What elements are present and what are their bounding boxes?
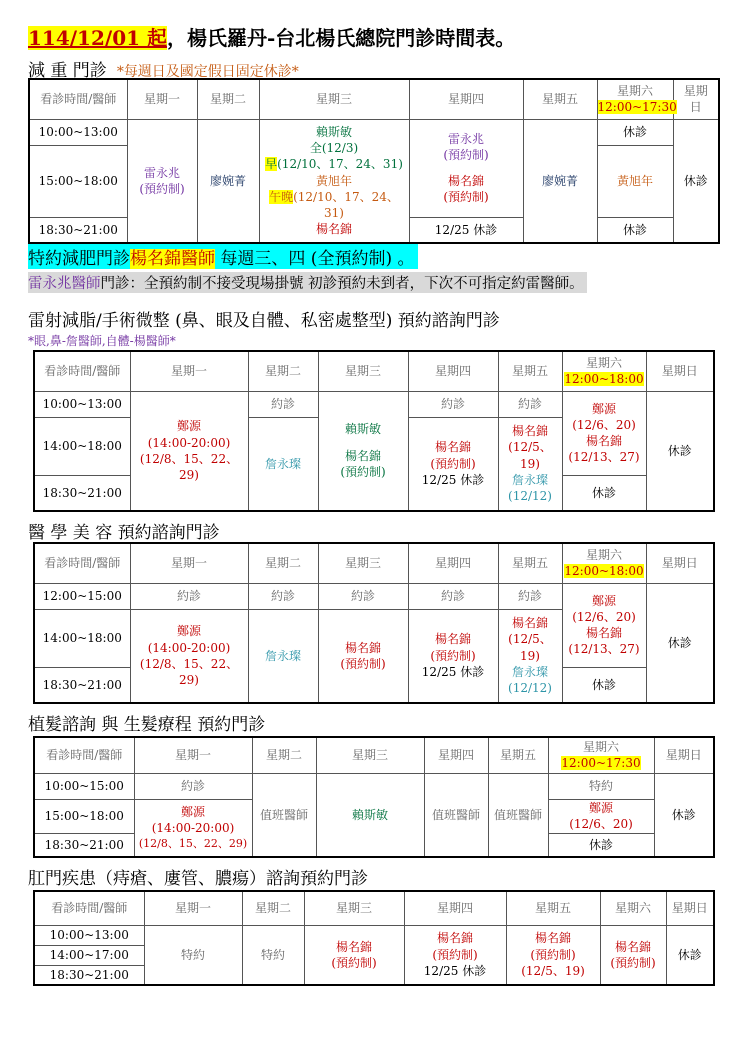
header-mon: 星期一 — [130, 351, 248, 391]
header-mon: 星期一 — [127, 79, 197, 119]
wed-cell: 楊名錦 (預約制) — [318, 609, 408, 703]
special-clinic-banner: 特約減肥門診楊名錦醫師 每週三、四 (全預約制) 。 — [28, 244, 418, 269]
time-slot: 15:00~18:00 — [29, 145, 127, 217]
tue-cell: 約診 — [248, 583, 318, 609]
thu-cell: 值班醫師 — [424, 773, 488, 857]
fri-cell: 楊名錦 (12/5、19) 詹永璨 (12/12) — [498, 609, 562, 703]
header-wed: 星期三 — [318, 351, 408, 391]
section-hair-heading: 植髮諮詢 與 生髮療程 預約門診 — [28, 715, 266, 735]
tue-cell: 廖婉菁 — [197, 119, 259, 243]
time-slot: 18:30~21:00 — [34, 667, 130, 703]
sat-cell: 鄭源 (12/6、20) — [548, 799, 654, 833]
time-slot: 18:30~21:00 — [29, 217, 127, 243]
thu-cell: 楊名錦 (預約制) 12/25 休診 — [408, 609, 498, 703]
header-sat: 星期六 12:00~17:30 — [597, 79, 673, 119]
header-corner: 看診時間/醫師 — [34, 737, 134, 773]
closure-note: *每週日及國定假日固定休診* — [116, 64, 299, 80]
time-slot: 15:00~18:00 — [34, 799, 134, 833]
section-aesthetic-heading: 醫 學 美 容 預約諮詢門診 — [28, 523, 220, 543]
time-slot: 14:00~18:00 — [34, 609, 130, 667]
sun-cell: 休診 — [666, 925, 714, 985]
sat-cell: 休診 — [562, 667, 646, 703]
header-thu: 星期四 — [408, 351, 498, 391]
fri-cell: 楊名錦 (預約制) (12/5、19) — [506, 925, 600, 985]
wed-cell: 楊名錦 (預約制) — [304, 925, 404, 985]
fri-cell: 約診 — [498, 583, 562, 609]
thu-cell: 楊名錦 (預約制) 12/25 休診 — [408, 417, 498, 511]
mon-cell: 約診 — [134, 773, 252, 799]
header-sat: 星期六 12:00~18:00 — [562, 543, 646, 583]
mon-cell: 特約 — [144, 925, 242, 985]
thu-closure-cell: 12/25 休診 — [409, 217, 523, 243]
tue-cell: 詹永璨 — [248, 417, 318, 511]
sun-cell: 休診 — [654, 773, 714, 857]
sat-cell: 鄭源 (12/6、20) 楊名錦 (12/13、27) — [562, 391, 646, 475]
tue-cell: 特約 — [242, 925, 304, 985]
header-corner: 看診時間/醫師 — [29, 79, 127, 119]
sun-cell: 休診 — [646, 391, 714, 511]
header-mon: 星期一 — [130, 543, 248, 583]
header-corner: 看診時間/醫師 — [34, 543, 130, 583]
weight-loss-schedule-table — [28, 78, 720, 244]
title-text: ，楊氏羅丹-台北楊氏總院門診時間表。 — [166, 26, 516, 50]
page-title — [28, 22, 515, 51]
sat-cell: 楊名錦 (預約制) — [600, 925, 666, 985]
header-fri: 星期五 — [506, 891, 600, 925]
thu-cell: 約診 — [408, 391, 498, 417]
section-weight-loss-heading: 減 重 門診 *每週日及國定假日固定休診* — [28, 61, 299, 81]
header-fri: 星期五 — [498, 351, 562, 391]
header-sun: 星期日 — [646, 351, 714, 391]
sat-cell: 休診 — [562, 475, 646, 511]
header-fri: 星期五 — [523, 79, 597, 119]
section-laser-heading: 雷射減脂/手術微整 (鼻、眼及自體、私密處整型) 預約諮詢門診 — [28, 311, 500, 331]
fri-cell: 值班醫師 — [488, 773, 548, 857]
fri-cell: 約診 — [498, 391, 562, 417]
sat-hours: 12:00~18:00 — [564, 372, 644, 387]
header-tue: 星期二 — [197, 79, 259, 119]
wed-cell: 賴斯敏 — [316, 773, 424, 857]
section-anal-heading: 肛門疾患（痔瘡、廔管、膿瘍）諮詢預約門診 — [28, 869, 368, 889]
wed-cell: 賴斯敏 楊名錦 (預約制) — [318, 391, 408, 511]
header-sat: 星期六 12:00~17:30 — [548, 737, 654, 773]
mon-cell: 鄭源 (14:00-20:00) (12/8、15、22、29) — [134, 799, 252, 857]
tue-cell: 詹永璨 — [248, 609, 318, 703]
header-wed: 星期三 — [259, 79, 409, 119]
wed-cell: 賴斯敏 全(12/3) 早(12/10、17、24、31) 黃旭年 午晚(12/10、17、24、31) 楊名錦 — [259, 119, 409, 243]
header-mon: 星期一 — [144, 891, 242, 925]
header-wed: 星期三 — [316, 737, 424, 773]
time-slot: 18:30~21:00 — [34, 833, 134, 857]
header-corner: 看診時間/醫師 — [34, 351, 130, 391]
fri-cell: 廖婉菁 — [523, 119, 597, 243]
sat-cell: 休診 — [548, 833, 654, 857]
time-slot: 12:00~15:00 — [34, 583, 130, 609]
fri-cell: 楊名錦 (12/5、19) 詹永璨 (12/12) — [498, 417, 562, 511]
hair-schedule-table — [33, 736, 715, 858]
time-slot: 18:30~21:00 — [34, 475, 130, 511]
time-slot: 10:00~13:00 — [34, 925, 144, 945]
sat-hours: 12:00~18:00 — [564, 564, 644, 579]
time-slot: 10:00~13:00 — [34, 391, 130, 417]
header-tue: 星期二 — [242, 891, 304, 925]
anal-schedule-table — [33, 890, 715, 986]
time-slot: 14:00~18:00 — [34, 417, 130, 475]
header-tue: 星期二 — [252, 737, 316, 773]
sat-cell: 鄭源 (12/6、20) 楊名錦 (12/13、27) — [562, 583, 646, 667]
time-slot: 10:00~13:00 — [29, 119, 127, 145]
sun-cell: 休診 — [673, 119, 719, 243]
header-wed: 星期三 — [304, 891, 404, 925]
header-sun: 星期日 — [654, 737, 714, 773]
header-wed: 星期三 — [318, 543, 408, 583]
wed-cell: 約診 — [318, 583, 408, 609]
tue-cell: 約診 — [248, 391, 318, 417]
header-sat: 星期六 — [600, 891, 666, 925]
sat-hours: 12:00~17:30 — [597, 100, 677, 115]
header-fri: 星期五 — [488, 737, 548, 773]
header-sun: 星期日 — [666, 891, 714, 925]
header-tue: 星期二 — [248, 351, 318, 391]
aesthetic-schedule-table — [33, 542, 715, 704]
thu-cell: 楊名錦 (預約制) 12/25 休診 — [404, 925, 506, 985]
time-slot: 10:00~15:00 — [34, 773, 134, 799]
lei-booking-note: 雷永兆醫師門診：全預約制不接受現場掛號 初診預約未到者，下次不可指定約雷醫師。 — [28, 272, 587, 293]
header-sun: 星期日 — [646, 543, 714, 583]
time-slot: 18:30~21:00 — [34, 965, 144, 985]
mon-cell: 雷永兆 (預約制) — [127, 119, 197, 243]
header-thu: 星期四 — [408, 543, 498, 583]
effective-date: 114/12/01 起 — [28, 26, 167, 50]
thu-cell: 雷永兆 (預約制) 楊名錦 (預約制) — [409, 119, 523, 217]
header-corner: 看診時間/醫師 — [34, 891, 144, 925]
sat-cell: 特約 — [548, 773, 654, 799]
mon-cell: 約診 — [130, 583, 248, 609]
header-tue: 星期二 — [248, 543, 318, 583]
thu-cell: 約診 — [408, 583, 498, 609]
doctor-assignment-note: *眼,鼻-詹醫師,自體-楊醫師* — [28, 334, 176, 348]
sat-cell: 休診 — [597, 119, 673, 145]
header-thu: 星期四 — [404, 891, 506, 925]
tue-cell: 值班醫師 — [252, 773, 316, 857]
sat-hours: 12:00~17:30 — [561, 756, 641, 771]
mon-cell: 鄭源 (14:00-20:00) (12/8、15、22、29) — [130, 391, 248, 511]
header-sun: 星期 日 — [673, 79, 719, 119]
header-thu: 星期四 — [424, 737, 488, 773]
sat-cell: 休診 — [597, 217, 673, 243]
sun-cell: 休診 — [646, 583, 714, 703]
mon-cell: 鄭源 (14:00-20:00) (12/8、15、22、29) — [130, 609, 248, 703]
sat-cell: 黃旭年 — [597, 145, 673, 217]
special-doctor: 楊名錦醫師 — [130, 249, 215, 269]
time-slot: 14:00~17:00 — [34, 945, 144, 965]
header-mon: 星期一 — [134, 737, 252, 773]
header-fri: 星期五 — [498, 543, 562, 583]
laser-schedule-table — [33, 350, 715, 512]
header-sat: 星期六 12:00~18:00 — [562, 351, 646, 391]
header-thu: 星期四 — [409, 79, 523, 119]
